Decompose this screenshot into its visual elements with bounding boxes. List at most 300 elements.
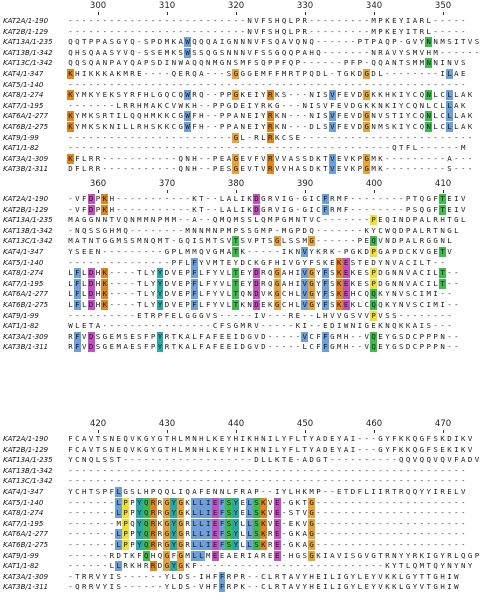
alignment-gap: - [157,79,163,89]
alignment-gap: - [281,79,287,89]
aligned-sequence [67,342,460,352]
sequence-row [0,205,483,215]
alignment-gap: - [295,331,301,341]
alignment-gap: - [109,247,115,256]
sequence-name: KAT5/1-140 [3,258,44,267]
residue-cell: I [378,487,383,496]
residue-cell: P [268,225,273,235]
alignment-gap: - [419,508,425,518]
residue-cell: R [268,194,273,203]
residue-cell: S [226,529,232,539]
residue-cell: N [247,37,252,47]
alignment-gap: - [130,132,135,142]
alignment-gap: - [316,476,321,486]
alignment-gap: - [137,164,142,174]
alignment-gap: - [75,100,80,110]
alignment-gap: - [82,16,87,25]
residue-cell: I [323,571,328,581]
alignment-gap: - [68,79,73,89]
residue-cell: G [144,434,149,443]
residue-cell: Y [164,571,170,581]
alignment-gap: - [336,58,342,68]
residue-cell: C [440,90,445,100]
alignment-gap: - [371,79,376,89]
residue-cell: C [247,257,252,267]
residue-cell: A [385,247,390,256]
residue-cell: K [385,300,390,309]
residue-cell: P [412,215,418,225]
residue-cell: M [206,550,211,560]
residue-cell: V [206,257,211,267]
residue-cell: Y [212,278,218,288]
alignment-gap: - [75,476,80,486]
residue-cell: N [247,300,252,309]
alignment-gap: - [130,79,135,89]
residue-cell: K [274,122,280,131]
sequence-row [0,27,483,37]
alignment-gap: - [295,79,301,89]
alignment-gap: - [75,497,80,507]
residue-cell: H [171,444,177,454]
residue-cell: F [323,300,328,309]
alignment-gap: - [371,455,376,465]
residue-cell: M [164,47,170,57]
aligned-sequence [67,508,467,518]
residue-cell: H [199,434,204,443]
residue-cell: K [385,561,390,571]
residue-cell: L [433,90,438,100]
alignment-gap: - [343,455,349,465]
residue-cell: Y [171,540,177,549]
alignment-gap: - [102,79,108,89]
residue-cell: L [137,487,142,496]
alignment-gap: - [454,278,459,288]
residue-cell: S [288,508,294,518]
alignment-gap: - [385,69,390,78]
sequence-name: KAT3A/1-309 [3,154,49,163]
alignment-gap: - [137,194,142,203]
alignment-gap: - [447,465,452,475]
residue-cell: N [150,215,156,225]
residue-cell: N [192,444,197,454]
residue-cell: F [137,90,142,100]
alignment-gap: - [288,122,294,131]
alignment-gap: - [75,508,80,518]
residue-cell: E [130,342,135,352]
residue-cell: M [302,236,307,246]
alignment-gap: - [192,132,197,142]
residue-cell: E [178,289,183,299]
alignment-gap: - [102,476,108,486]
residue-cell: S [123,236,128,246]
sequence-name: KAT4/1-347 [3,70,44,78]
residue-cell: V [302,247,307,256]
residue-cell: R [412,550,418,560]
residue-cell: N [109,434,115,443]
alignment-gap: - [102,550,108,560]
alignment-gap: - [350,132,356,142]
sequence-row [0,321,483,331]
residue-cell: V [302,268,307,278]
alignment-gap: - [357,508,363,518]
alignment-gap: - [150,69,156,78]
position-tick-mark [305,430,306,433]
residue-cell: L [116,100,121,110]
alignment-gap: - [185,455,190,465]
alignment-gap: - [137,37,142,47]
alignment-gap: - [102,561,108,571]
alignment-gap: - [350,37,356,47]
residue-cell: F [144,331,149,341]
alignment-gap: - [268,487,273,496]
alignment-gap: - [88,561,94,571]
alignment-gap: - [405,508,411,518]
alignment-gap: - [281,100,287,110]
residue-cell: C [440,111,445,121]
alignment-gap: - [247,465,252,475]
residue-cell: L [82,164,87,174]
residue-cell: G [288,540,294,549]
alignment-gap: - [350,143,356,153]
alignment-gap: - [199,153,204,163]
residue-cell: Q [192,69,197,78]
alignment-gap: - [192,79,197,89]
alignment-gap: - [178,225,183,235]
residue-cell: F [75,164,80,174]
alignment-gap: - [412,497,418,507]
residue-cell: Q [123,444,128,454]
residue-cell: G [274,47,280,57]
residue-cell: L [144,268,149,278]
residue-cell: Y [150,289,156,299]
alignment-gap: - [454,497,459,507]
residue-cell: S [398,342,404,352]
position-ruler [0,420,483,432]
residue-cell: K [102,194,108,203]
alignment-gap: - [95,465,101,475]
residue-cell: Y [398,16,404,25]
residue-cell: K [460,444,466,454]
alignment-gap: - [75,550,80,560]
position-tick-label: 440 [227,419,245,429]
residue-cell: S [199,47,204,57]
alignment-gap: - [68,518,73,528]
residue-cell: C [316,204,321,214]
residue-cell: G [164,508,170,518]
alignment-gap: - [405,529,411,539]
residue-cell: Q [371,236,376,246]
residue-cell: G [164,561,170,571]
alignment-gap: - [385,540,390,549]
alignment-gap: - [68,476,73,486]
alignment-gap: - [157,465,163,475]
alignment-gap: - [274,225,280,235]
alignment-gap: - [199,455,204,465]
alignment-gap: - [343,529,349,539]
residue-cell: Q [178,164,183,174]
residue-cell: R [440,487,445,496]
sequence-row [0,342,483,352]
residue-cell: K [157,518,163,528]
residue-cell: P [268,58,273,68]
residue-cell: L [288,26,294,36]
residue-cell: Y [385,331,390,341]
residue-cell: Y [75,122,80,131]
sequence-row [0,164,483,174]
residue-cell: V [343,100,349,110]
residue-cell: D [405,342,411,352]
residue-cell: Y [385,289,390,299]
residue-cell: T [281,582,287,592]
residue-cell: Y [350,571,356,581]
alignment-gap: - [130,16,135,25]
alignment-gap: - [150,476,156,486]
position-tick-mark [443,12,444,15]
residue-cell: Y [150,300,156,309]
residue-cell: A [226,247,232,256]
residue-cell: A [419,215,425,225]
residue-cell: N [102,58,108,68]
alignment-gap: - [433,132,438,142]
alignment-gap: - [68,100,73,110]
alignment-gap: - [130,582,135,592]
alignment-gap: - [130,143,135,153]
alignment-gap: - [371,476,376,486]
residue-cell: K [261,540,266,549]
residue-cell: K [398,321,404,331]
alignment-gap: - [95,518,101,528]
residue-cell: G [288,529,294,539]
residue-cell: N [295,215,301,225]
alignment-gap: - [178,16,183,25]
residue-cell: K [137,434,142,443]
alignment-gap: - [150,194,156,203]
residue-cell: R [185,69,190,78]
residue-cell: E [116,444,121,454]
residue-cell: Q [144,550,149,560]
residue-cell: L [206,434,211,443]
residue-cell: T [392,111,397,121]
alignment-gap: - [123,476,128,486]
residue-cell: P [150,487,156,496]
residue-cell: F [316,331,321,341]
residue-cell: Q [460,550,466,560]
position-tick-mark [167,430,168,433]
residue-cell: L [123,111,128,121]
residue-cell: C [419,278,425,288]
sequence-row [0,289,483,299]
residue-cell: Q [178,153,183,163]
alignment-gap: - [357,561,363,571]
residue-cell: T [144,310,149,320]
residue-cell: Y [171,508,177,518]
alignment-gap: - [350,465,356,475]
residue-cell: L [295,300,301,309]
sequence-row [0,508,483,518]
alignment-gap: - [123,582,128,592]
alignment-gap: - [385,164,390,174]
residue-cell: M [336,331,342,341]
aligned-sequence [67,540,467,550]
residue-cell: I [426,278,431,288]
residue-cell: N [109,444,115,454]
residue-cell: K [212,444,218,454]
residue-cell: K [164,111,170,121]
residue-cell: P [219,122,225,131]
alignment-gap: - [219,16,225,25]
residue-cell: Q [412,434,418,443]
residue-cell: Q [281,47,287,57]
residue-cell: E [295,310,301,320]
alignment-gap: - [137,247,142,256]
residue-cell: L [330,571,335,581]
alignment-gap: - [88,132,94,142]
residue-cell: I [392,215,397,225]
residue-cell: F [75,268,80,278]
alignment-gap: - [330,476,335,486]
residue-cell: S [261,47,266,57]
residue-cell: D [164,278,170,288]
alignment-gap: - [336,47,342,57]
residue-cell: L [116,540,121,549]
residue-cell: Q [371,331,376,341]
residue-cell: G [302,204,307,214]
residue-cell: Y [247,278,252,288]
alignment-gap: - [144,582,149,592]
residue-cell: Y [157,278,163,288]
alignment-gap: - [199,164,204,174]
residue-cell: H [206,571,211,581]
residue-cell: F [336,90,342,100]
residue-cell: Q [412,100,418,110]
alignment-gap: - [88,508,94,518]
residue-cell: N [398,215,404,225]
alignment-gap: - [419,476,425,486]
residue-cell: I [454,204,459,214]
residue-cell: L [68,278,73,288]
alignment-gap: - [226,79,232,89]
residue-cell: N [302,37,307,47]
residue-cell: N [392,289,397,299]
residue-cell: N [261,444,266,454]
residue-cell: K [364,100,369,110]
alignment-gap: - [364,476,369,486]
residue-cell: Y [398,550,404,560]
residue-cell: H [440,571,445,581]
alignment-gap: - [68,508,73,518]
residue-cell: S [144,37,149,47]
alignment-gap: - [102,26,108,36]
residue-cell: K [240,300,245,309]
residue-cell: I [268,444,273,454]
residue-cell: T [137,278,142,288]
alignment-gap: - [467,132,473,142]
residue-cell: S [254,529,259,539]
residue-cell: L [199,518,204,528]
residue-cell: P [123,529,128,539]
residue-cell: F [219,540,225,549]
residue-cell: M [371,153,376,163]
residue-cell: G [274,236,280,246]
alignment-gap: - [412,508,418,518]
alignment-gap: - [378,194,383,203]
residue-cell: Q [309,37,314,47]
residue-cell: E [137,310,142,320]
residue-cell: F [343,204,349,214]
residue-cell: W [454,571,459,581]
residue-cell: Y [392,300,397,309]
residue-cell: K [102,278,108,288]
alignment-gap: - [68,561,73,571]
residue-cell: G [309,236,314,246]
residue-cell: R [268,164,273,174]
sequence-name: KAT7/1-195 [3,279,44,288]
residue-cell: T [95,434,101,443]
residue-cell: K [261,518,266,528]
residue-cell: K [268,300,273,309]
alignment-gap: - [447,321,452,331]
alignment-gap: - [364,47,369,57]
residue-cell: L [75,321,80,331]
alignment-gap: - [302,132,307,142]
residue-cell: E [212,518,218,528]
alignment-gap: - [281,529,287,539]
residue-cell: R [261,100,266,110]
residue-cell: M [281,69,287,78]
alignment-gap: - [233,26,239,36]
residue-cell: Y [254,100,259,110]
alignment-gap: - [412,164,418,174]
residue-cell: S [364,268,369,278]
residue-cell: N [226,47,232,57]
residue-cell: T [323,153,328,163]
residue-cell: L [268,582,273,592]
residue-cell: V [274,153,280,163]
residue-cell: V [412,455,418,465]
residue-cell: R [88,153,94,163]
residue-cell: H [144,122,149,131]
residue-cell: E [157,47,163,57]
residue-cell: R [88,571,94,581]
residue-cell: Y [281,487,287,496]
residue-cell: L [82,268,87,278]
residue-cell: V [364,331,369,341]
residue-cell: V [268,508,273,518]
residue-cell: M [219,247,225,256]
residue-cell: H [323,310,328,320]
residue-cell: L [68,268,73,278]
alignment-gap: - [206,194,211,203]
alignment-gap: - [274,321,280,331]
alignment-gap: - [192,143,197,153]
position-tick-label: 340 [365,1,383,11]
residue-cell: C [171,122,177,131]
residue-cell: F [75,300,80,309]
residue-cell: Q [371,58,376,68]
residue-cell: N [109,122,115,131]
alignment-gap: - [392,497,397,507]
alignment-gap: - [88,476,94,486]
residue-cell: F [137,550,142,560]
residue-cell: F [323,278,328,288]
alignment-gap: - [185,79,190,89]
alignment-gap: - [171,164,177,174]
alignment-gap: - [137,257,142,267]
alignment-gap: - [281,497,287,507]
alignment-gap: - [254,143,259,153]
alignment-gap: - [316,132,321,142]
alignment-gap: - [357,434,363,443]
